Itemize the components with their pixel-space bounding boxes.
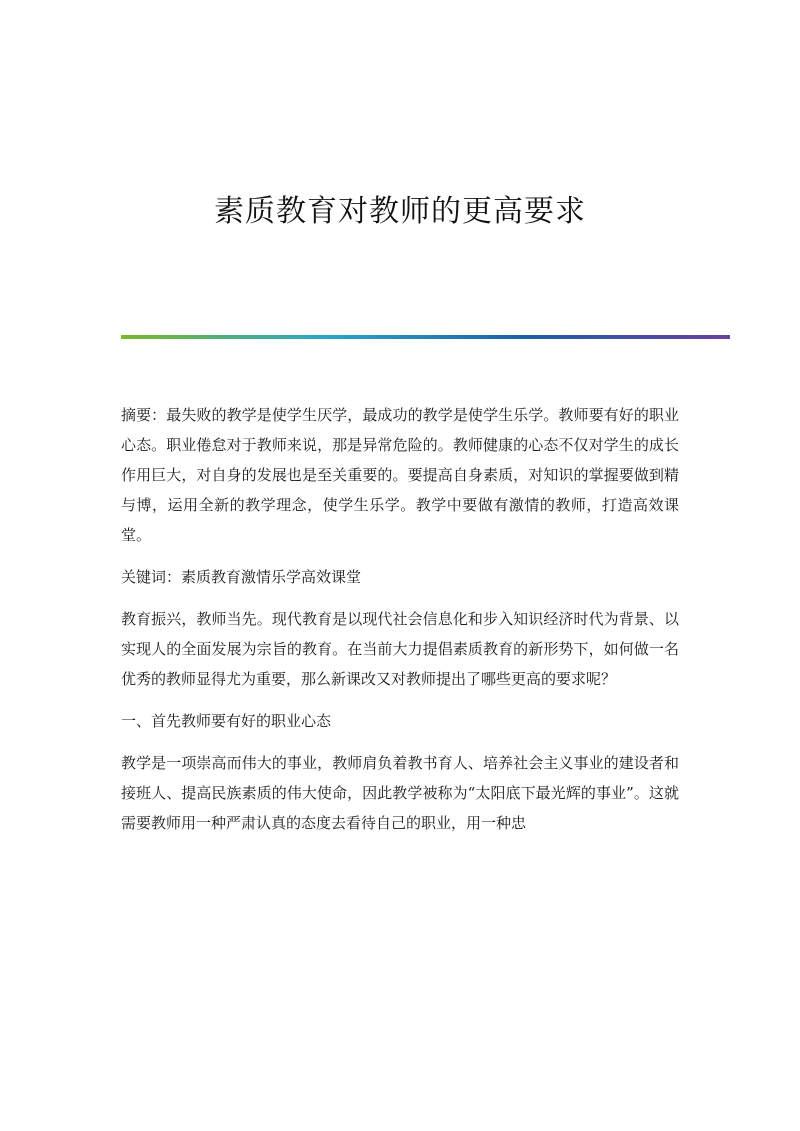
- abstract-paragraph: 摘要：最失败的教学是使学生厌学，最成功的教学是使学生乐学。教师要有好的职业心态。职业倦怠对于教师来说，那是异常危险的。教师健康的心态不仅对学生的成长作用巨大，对自身的发展也是至关重要的。要提高自身素质，对知识的掌握要做到精与博，运用全新的教学理念，使学生乐学。教学中要做有激情的教师，打造高效课堂。: [121, 406, 679, 544]
- keywords-paragraph: 关键词：素质教育激情乐学高效课堂: [121, 568, 362, 586]
- body-paragraph: 教学是一项崇高而伟大的事业，教师肩负着教书育人、培养社会主义事业的建设者和接班人、提高民族素质的伟大使命，因此教学被称为“太阳底下最光辉的事业”。这就需要教师用一种严肃认真的态度去看待自己的职业，用一种忠: [121, 754, 679, 832]
- title-divider: [121, 335, 730, 339]
- document-body: [121, 400, 679, 850]
- intro-paragraph: 教育振兴，教师当先。现代教育是以现代社会信息化和步入知识经济时代为背景、以实现人的全面发展为宗旨的教育。在当前大力提倡素质教育的新形势下，如何做一名优秀的教师显得尤为重要，那么新课改又对教师提出了哪些更高的要求呢？: [121, 610, 679, 688]
- document-title: 素质教育对教师的更高要求: [214, 194, 586, 229]
- section-heading: 一、首先教师要有好的职业心态: [121, 712, 332, 730]
